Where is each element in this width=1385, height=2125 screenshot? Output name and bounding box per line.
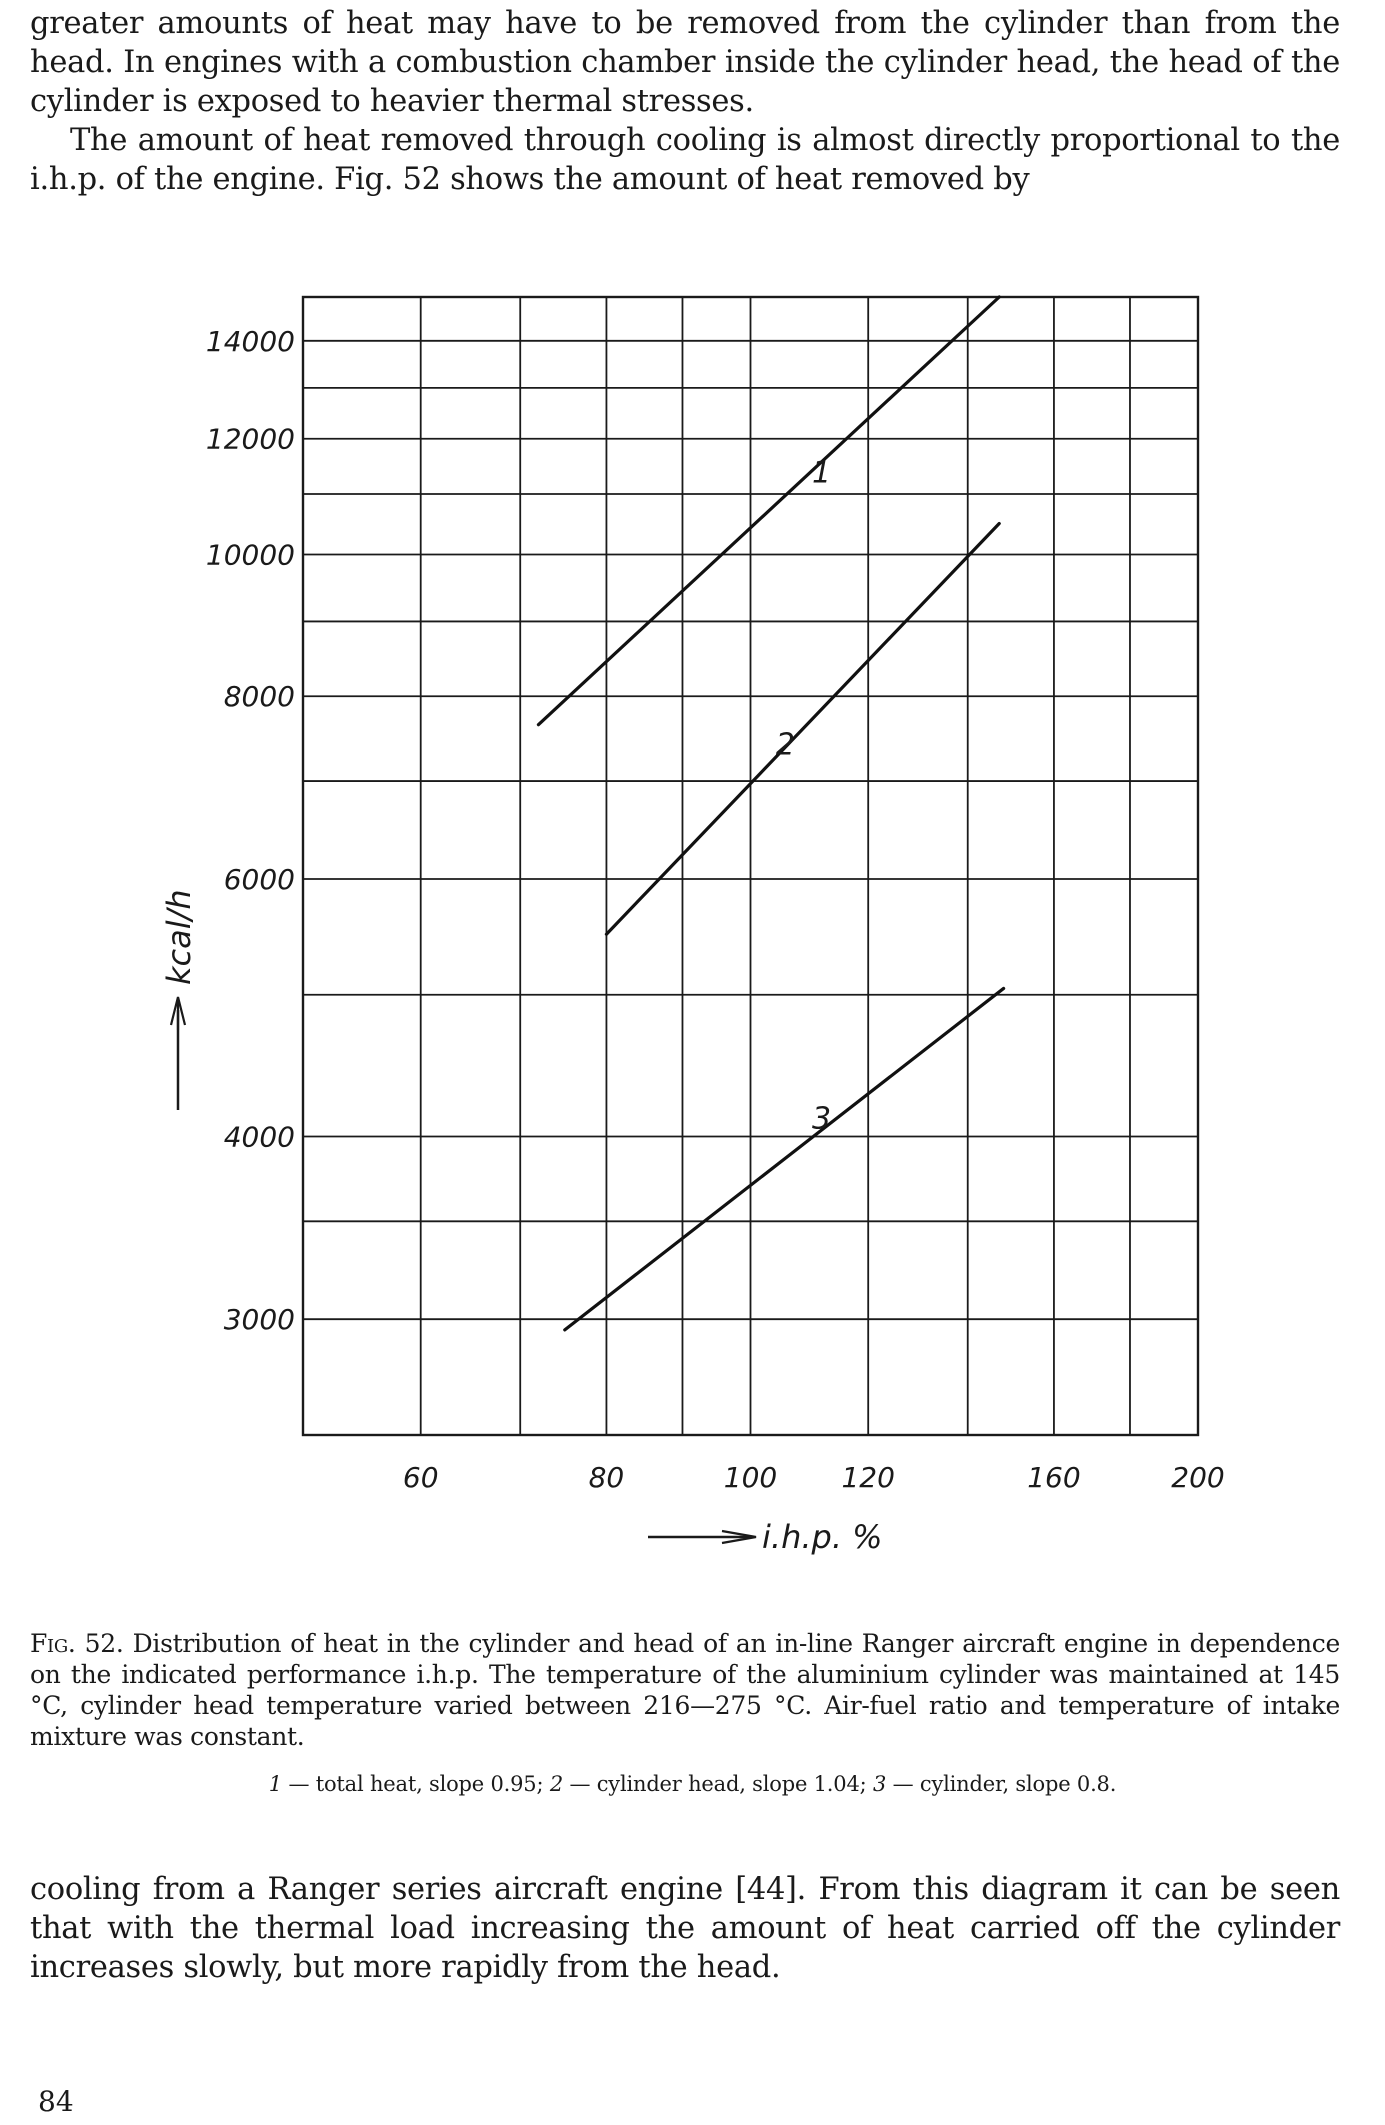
x-axis-label: i.h.p. % [762,1518,883,1556]
legend-num-2: 2 [549,1772,563,1796]
x-axis-title [648,1518,883,1556]
y-axis-arrow-head [171,997,185,1030]
chart-curves [538,297,1003,1330]
y-tick-label: 6000 [223,862,295,896]
legend-text-3: — cylinder, slope 0.8. [886,1772,1117,1796]
y-axis-title [160,889,198,1110]
caption-text: Distribution of heat in the cylinder and head of an in-line Ranger aircraft engine in dependence on the indicated performance i.h.p. The temperature of the aluminium cylinder was maintained at 145 °C, cylinder head temperature varied between 216—275 °C. Air-fuel ratio and temperature of intake mixture was constant. [30,1629,1340,1751]
y-tick-labels [206,325,295,1336]
figure-caption [30,1628,1340,1752]
figure-label: Fig. 52. [30,1629,124,1658]
x-tick-labels [403,1461,1225,1494]
body-text-top [30,4,1340,199]
x-tick-label: 80 [588,1461,625,1494]
x-tick-label: 160 [1027,1461,1081,1494]
y-tick-label: 4000 [223,1120,295,1154]
series-label-1: 1 [812,455,832,491]
y-tick-label: 8000 [223,680,295,714]
legend-num-1: 1 [268,1772,282,1796]
y-axis-label: kcal/h [160,889,198,985]
paragraph: greater amounts of heat may have to be removed from the cylinder than from the head. In engines with a combustion chamber inside the cylinder head, the head of the cylinder is exposed to heavier thermal stresses. [30,6,1340,119]
figure-legend [0,1772,1385,1796]
x-tick-label: 200 [1171,1461,1225,1494]
series-label-3: 3 [812,1101,832,1137]
series-line-1 [538,297,999,725]
y-tick-label: 10000 [205,538,295,572]
series-line-2 [606,524,999,935]
body-text-bottom [30,1870,1340,1987]
x-tick-label: 120 [841,1461,895,1494]
paragraph: cooling from a Ranger series aircraft engine [44]. From this diagram it can be seen that with the thermal load increasing the amount of heat carried off the cylinder increases slowly, but more rapidly from the head. [30,1872,1340,1985]
y-tick-label: 12000 [205,422,295,456]
x-tick-label: 100 [723,1461,778,1494]
legend-num-3: 3 [872,1772,887,1796]
curve-labels [776,456,831,1137]
legend-text-1: — total heat, slope 0.95; [281,1772,550,1796]
paragraph: The amount of heat removed through cooling is almost directly proportional to the i.h.p. of the engine. Fig. 52 shows the amount of heat removed by [30,123,1340,197]
series-line-3 [565,988,1004,1329]
x-tick-label: 60 [402,1461,439,1494]
y-tick-label: 14000 [205,324,295,358]
legend-text-2: — cylinder head, slope 1.04; [562,1772,873,1796]
series-label-2: 2 [775,727,795,763]
y-tick-label: 3000 [223,1303,295,1337]
page-number: 84 [38,2085,74,2118]
figure-52-chart [0,270,1385,1590]
chart-grid [303,297,1198,1435]
